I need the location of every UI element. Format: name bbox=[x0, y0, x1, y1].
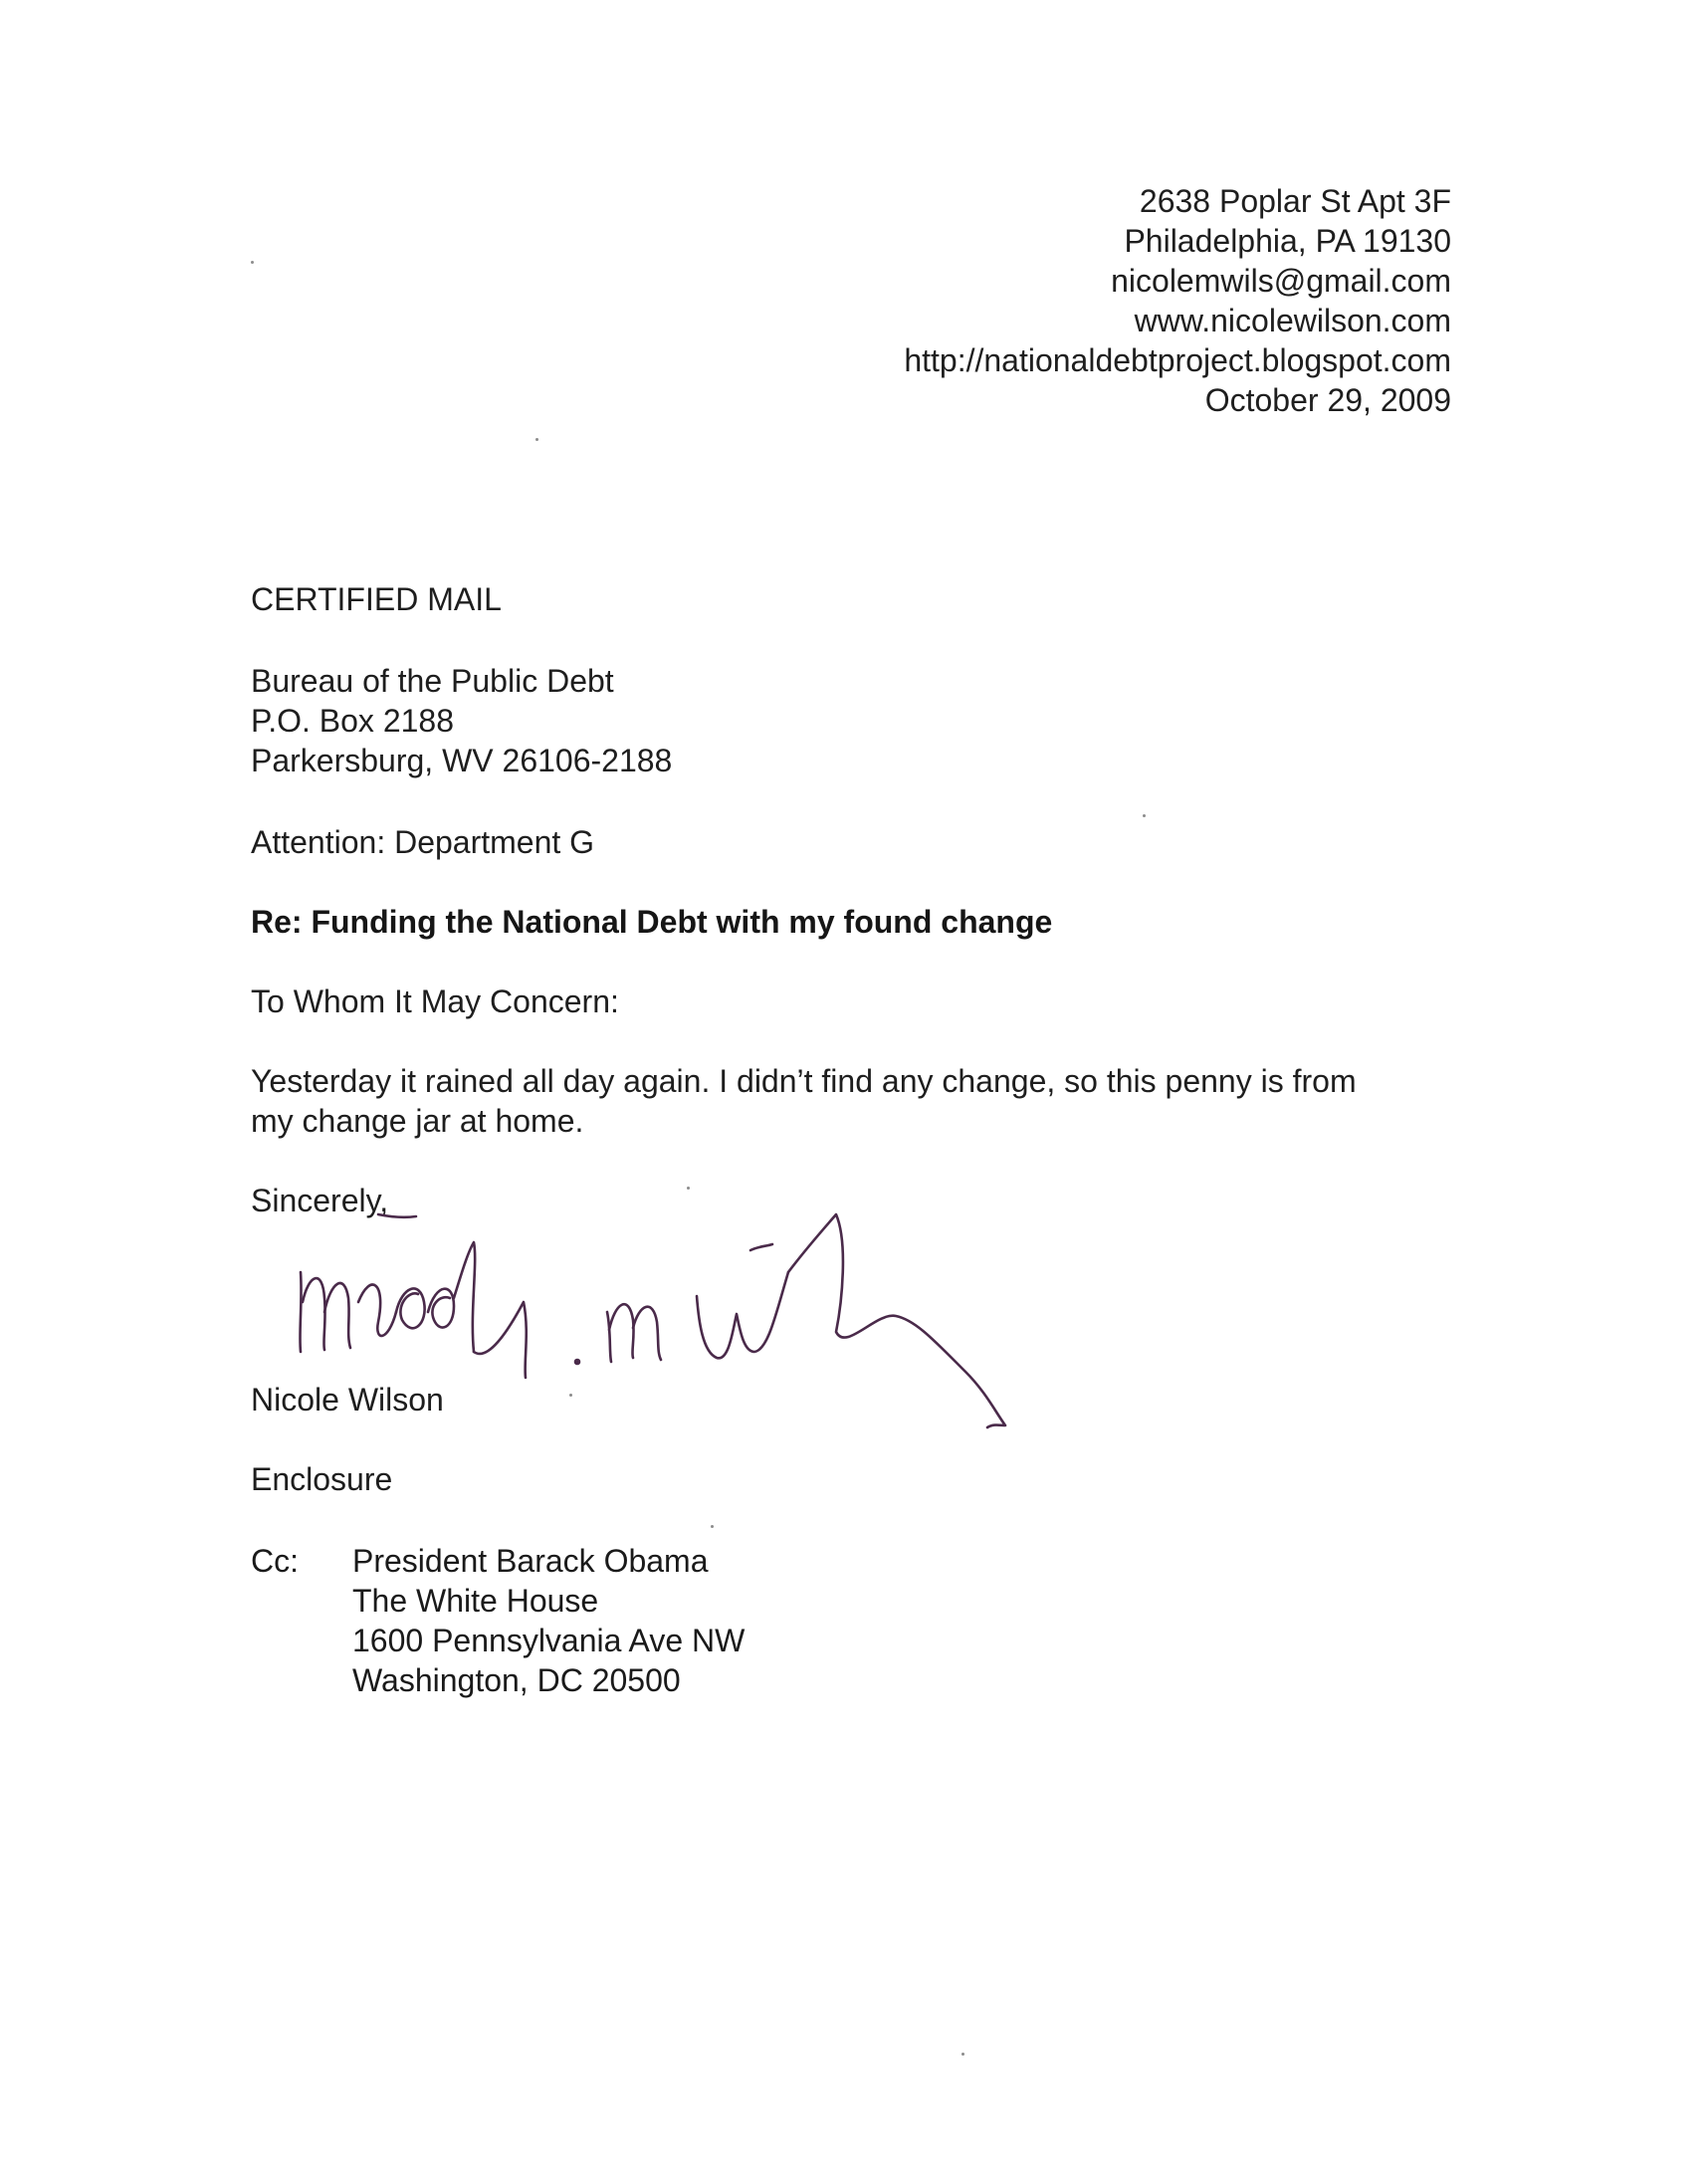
cc-label: Cc: bbox=[251, 1543, 299, 1579]
mail-type: CERTIFIED MAIL bbox=[251, 581, 502, 617]
cc-line: Washington, DC 20500 bbox=[352, 1662, 681, 1698]
scan-speck bbox=[1143, 814, 1146, 817]
scan-speck bbox=[251, 261, 254, 264]
scan-speck bbox=[961, 2053, 964, 2056]
recipient-po-box: P.O. Box 2188 bbox=[251, 703, 454, 739]
scan-speck bbox=[569, 1394, 572, 1397]
body-line: my change jar at home. bbox=[251, 1103, 584, 1139]
handwritten-signature bbox=[279, 1202, 1194, 1461]
scan-speck bbox=[711, 1525, 714, 1528]
closing: Sincerely, bbox=[251, 1183, 389, 1218]
sender-blog: http://nationaldebtproject.blogspot.com bbox=[904, 342, 1451, 378]
sender-email: nicolemwils@gmail.com bbox=[1111, 263, 1451, 299]
body-line: Yesterday it rained all day again. I didn’t find any change, so this penny is from bbox=[251, 1063, 1357, 1099]
sender-city-state-zip: Philadelphia, PA 19130 bbox=[1124, 223, 1451, 259]
salutation: To Whom It May Concern: bbox=[251, 983, 619, 1019]
letter-date: October 29, 2009 bbox=[1204, 382, 1451, 418]
scan-speck bbox=[535, 438, 538, 441]
subject-line: Re: Funding the National Debt with my found change bbox=[251, 904, 1053, 940]
cc-line: The White House bbox=[352, 1583, 599, 1619]
enclosure-note: Enclosure bbox=[251, 1461, 393, 1497]
scan-speck bbox=[687, 1187, 690, 1190]
recipient-city-state-zip: Parkersburg, WV 26106-2188 bbox=[251, 743, 673, 778]
sender-website: www.nicolewilson.com bbox=[1134, 303, 1451, 338]
recipient-name: Bureau of the Public Debt bbox=[251, 663, 614, 699]
attention-line: Attention: Department G bbox=[251, 824, 595, 860]
cc-line: 1600 Pennsylvania Ave NW bbox=[352, 1623, 746, 1658]
sender-street: 2638 Poplar St Apt 3F bbox=[1139, 183, 1451, 219]
signer-name: Nicole Wilson bbox=[251, 1382, 444, 1418]
cc-line: President Barack Obama bbox=[352, 1543, 709, 1579]
